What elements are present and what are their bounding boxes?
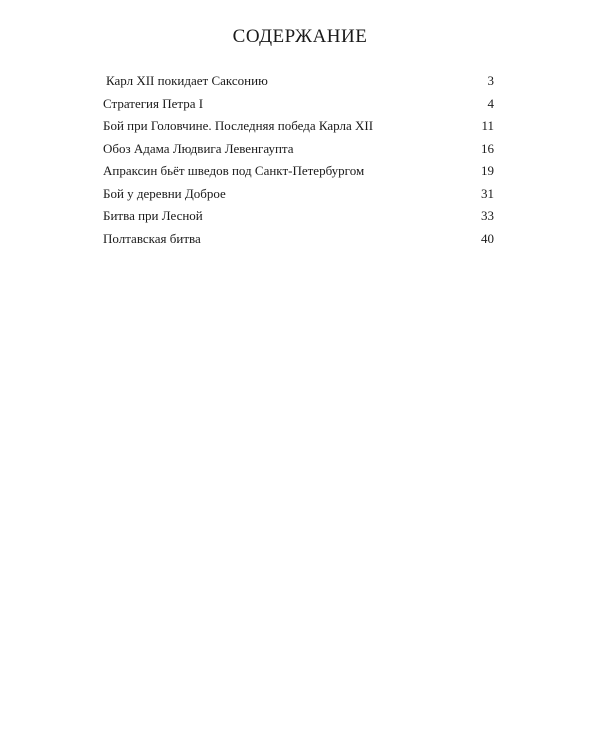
dot-leader	[206, 219, 479, 220]
toc-entry	[103, 115, 494, 138]
dot-leader	[297, 152, 479, 153]
toc-entry-page-number: 19	[481, 163, 494, 178]
toc-entry-title: Стратегия Петра I	[103, 95, 204, 111]
toc-entry-title: Бой у деревни Доброе	[103, 185, 226, 201]
toc-entry	[103, 138, 494, 161]
toc-entry-page-number: 33	[481, 208, 494, 223]
dot-leader	[204, 242, 479, 243]
dot-leader	[229, 197, 479, 198]
toc-entry-page-number: 16	[481, 140, 494, 156]
toc-entry	[103, 93, 494, 116]
toc-entry-title: Обоз Адама Людвига Левенгаупта	[103, 140, 294, 156]
toc-entry-page-number: 3	[487, 73, 494, 88]
toc-entry-title: Битва при Лесной	[103, 208, 203, 223]
toc-entry-page-number: 40	[481, 230, 494, 246]
toc-entry	[103, 70, 494, 93]
toc-entry-title: Апраксин бьёт шведов под Санкт-Петербургом	[103, 163, 365, 178]
toc-entry-title: Полтавская битва	[103, 230, 201, 246]
table-of-contents	[103, 70, 494, 250]
toc-entry-page-number: 4	[487, 95, 494, 111]
dot-leader	[367, 174, 479, 175]
toc-entry-title: Карл XII покидает Саксонию	[106, 73, 268, 88]
dot-leader	[206, 107, 482, 108]
toc-heading: СОДЕРЖАНИЕ	[232, 26, 368, 47]
toc-entry-page-number: 31	[481, 185, 494, 201]
toc-entry	[103, 205, 494, 228]
toc-entry	[103, 228, 494, 251]
toc-entry-title: Бой при Головчине. Последняя победа Карла XII	[103, 118, 374, 133]
toc-entry-page-number: 11	[481, 118, 494, 133]
dot-leader	[376, 129, 479, 130]
dot-leader	[271, 84, 482, 85]
toc-entry	[103, 160, 494, 183]
toc-entry	[103, 183, 494, 206]
